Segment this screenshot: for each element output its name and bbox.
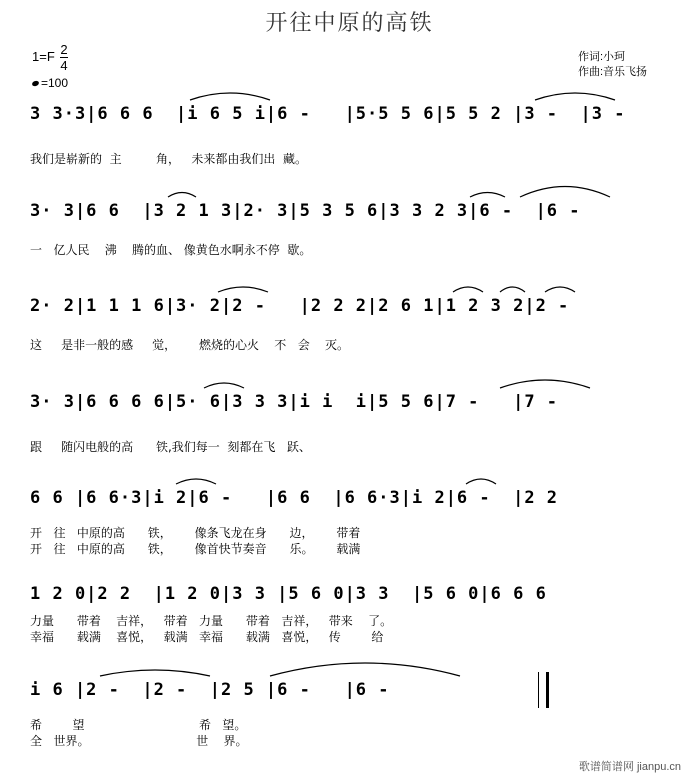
slur-arc bbox=[453, 287, 483, 292]
notation-line: 6 6 |6 6·3|i 2|6 - |6 6 |6 6·3|i 2|6 - |2 2 bbox=[30, 488, 559, 508]
lyric-line: 跟 随闪电般的高 铁,我们每一 刻都在飞 跃、 bbox=[30, 440, 311, 454]
tempo-mark bbox=[32, 76, 68, 90]
lyric-line: 希 望 希 望。 bbox=[30, 718, 247, 732]
notation-line: 3 3·3|6 6 6 |i 6 5 i|6 - |5·5 5 6|5 5 2 |3 - |3 - bbox=[30, 104, 626, 124]
slur-arc bbox=[190, 93, 270, 100]
key-tonic: 1=F bbox=[32, 48, 55, 64]
song-title: 开往中原的高铁 bbox=[265, 11, 434, 36]
slur-arc bbox=[520, 187, 610, 198]
tempo-value: =100 bbox=[41, 76, 69, 90]
lyric-line: 开 往 中原的高 铁， 像条飞龙在身 边， 带着 bbox=[30, 526, 361, 540]
slur-arc bbox=[545, 287, 575, 292]
notation-line: 3· 3|6 6 |3 2 1 3|2· 3|5 3 5 6|3 3 2 3|6 - |6 - bbox=[30, 201, 581, 221]
final-barline bbox=[538, 672, 549, 708]
time-denominator: 4 bbox=[60, 58, 68, 73]
lyric-line: 这 是非一般的感 觉， 燃烧的心火 不 会 灭。 bbox=[30, 338, 349, 352]
time-signature bbox=[60, 42, 67, 73]
slur-arc bbox=[470, 193, 505, 198]
key-signature bbox=[32, 42, 68, 73]
watermark: 歌谱简谱网 jianpu.cn bbox=[578, 761, 681, 773]
notation-line: 2· 2|1 1 1 6|3· 2|2 - |2 2 2|2 6 1|1 2 3 2|2 - bbox=[30, 296, 570, 316]
lyric-line: 开 往 中原的高 铁， 像首快节奏音 乐。 载满 bbox=[30, 542, 361, 556]
slur-arc bbox=[500, 287, 525, 292]
credits bbox=[578, 50, 647, 80]
lyric-line: 力量 带着 吉祥， 带着 力量 带着 吉祥， 带来 了。 bbox=[30, 614, 393, 628]
lyric-line: 全 世界。 世 界。 bbox=[30, 734, 248, 748]
notation-line: 1 2 0|2 2 |1 2 0|3 3 |5 6 0|3 3 |5 6 0|6 6 6 bbox=[30, 584, 547, 604]
quarter-note-icon bbox=[31, 80, 39, 87]
slur-arc bbox=[500, 380, 590, 388]
slur-arc bbox=[466, 479, 496, 484]
slur-arc bbox=[535, 93, 615, 100]
slur-arc bbox=[168, 193, 196, 198]
slur-arc bbox=[218, 287, 268, 292]
slur-arc bbox=[176, 479, 216, 484]
notation-line: i 6 |2 - |2 - |2 5 |6 - |6 - bbox=[30, 680, 390, 700]
notation-line: 3· 3|6 6 6 6|5· 6|3 3 3|i i i|5 5 6|7 - |7 - bbox=[30, 392, 559, 412]
lyricist: 作词:小珂 bbox=[578, 51, 626, 63]
composer: 作曲:音乐飞扬 bbox=[578, 66, 648, 78]
lyric-line: 一 亿人民 沸 腾的血、 像黄色水啊永不停 歇。 bbox=[30, 243, 312, 257]
lyric-line: 我们是崭新的 主 角， 未来都由我们出 藏。 bbox=[30, 152, 308, 166]
lyric-line: 幸福 载满 喜悦， 载满 幸福 载满 喜悦， 传 给 bbox=[30, 630, 384, 644]
time-numerator: 2 bbox=[60, 42, 68, 57]
slur-arc bbox=[100, 670, 210, 676]
slur-arc bbox=[270, 663, 460, 676]
slur-arc bbox=[204, 383, 244, 388]
